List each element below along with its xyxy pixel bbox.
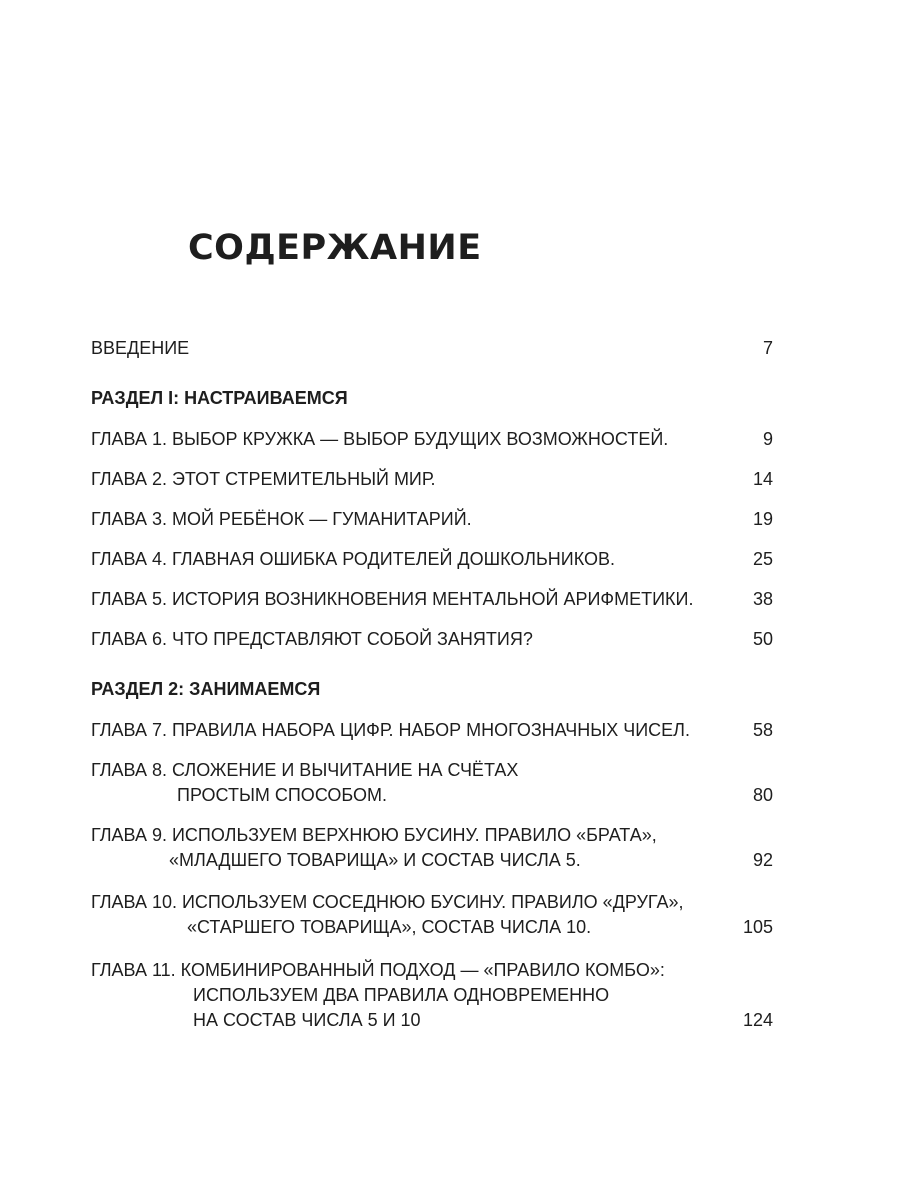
toc-entry-chapter-4 [91,547,773,572]
toc-entry-label: ГЛАВА 7. ПРАВИЛА НАБОРА ЦИФР. НАБОР МНОГОЗНАЧНЫХ ЧИСЕЛ. [91,720,690,740]
toc-entry-label: ГЛАВА 3. МОЙ РЕБЁНОК — ГУМАНИТАРИЙ. [91,509,472,529]
toc-entry-label-continued: «СТАРШЕГО ТОВАРИЩА», СОСТАВ ЧИСЛА 10. [187,917,592,937]
toc-entry-chapter-8 [91,758,773,808]
toc-page-number: 25 [752,549,773,569]
toc-entry-label-continued: «МЛАДШЕГО ТОВАРИЩА» И СОСТАВ ЧИСЛА 5. [169,850,581,870]
toc-page-number: 19 [752,509,773,529]
toc-entry-chapter-6 [91,627,773,652]
toc-page-number: 80 [752,785,773,805]
toc-page-number: 50 [752,629,773,649]
section-heading-1: РАЗДЕЛ I: НАСТРАИВАЕМСЯ [91,388,348,408]
toc-page-number: 38 [752,589,773,609]
toc-entry-label-continued: ПРОСТЫМ СПОСОБОМ. [177,785,388,805]
toc-entry-label: ГЛАВА 1. ВЫБОР КРУЖКА — ВЫБОР БУДУЩИХ ВОЗМОЖНОСТЕЙ. [91,429,669,449]
toc-entry-label: ГЛАВА 4. ГЛАВНАЯ ОШИБКА РОДИТЕЛЕЙ ДОШКОЛЬНИКОВ. [91,549,616,569]
toc-entry-chapter-2 [91,467,773,492]
toc-entry-label: ГЛАВА 5. ИСТОРИЯ ВОЗНИКНОВЕНИЯ МЕНТАЛЬНОЙ АРИФМЕТИКИ. [91,589,694,609]
toc-page-number: 14 [752,469,773,489]
toc-entry-chapter-5 [91,587,773,612]
toc-entry-label: ГЛАВА 11. КОМБИНИРОВАННЫЙ ПОДХОД — «ПРАВИЛО КОМБО»: [91,960,665,980]
toc-page-number: 124 [742,1010,773,1030]
toc-entry-label-continued: ИСПОЛЬЗУЕМ ДВА ПРАВИЛА ОДНОВРЕМЕННО [193,985,610,1005]
toc-page-number: 7 [762,338,773,358]
toc-entry-chapter-10 [91,890,773,940]
toc-entry-label: ГЛАВА 9. ИСПОЛЬЗУЕМ ВЕРХНЮЮ БУСИНУ. ПРАВИЛО «БРАТА», [91,825,657,845]
toc-entry-label-continued: НА СОСТАВ ЧИСЛА 5 И 10 [193,1010,421,1030]
toc-page-number: 105 [742,917,773,937]
toc-entry-label: ВВЕДЕНИЕ [91,338,190,358]
page-title: СОДЕРЖАНИЕ [188,228,482,268]
toc-entry-label: ГЛАВА 2. ЭТОТ СТРЕМИТЕЛЬНЫЙ МИР. [91,469,436,489]
toc-entry-chapter-11 [91,958,773,1033]
toc-page-number: 9 [762,429,773,449]
toc-entry-chapter-1 [91,427,773,452]
section-heading-2: РАЗДЕЛ 2: ЗАНИМАЕМСЯ [91,679,321,699]
toc-entry-chapter-9 [91,823,773,873]
toc-page-number: 92 [752,850,773,870]
toc-entry-chapter-3 [91,507,773,532]
toc-entry-label: ГЛАВА 10. ИСПОЛЬЗУЕМ СОСЕДНЮЮ БУСИНУ. ПРАВИЛО «ДРУГА», [91,892,684,912]
toc-page-number: 58 [752,720,773,740]
toc-entry-introduction [91,336,773,361]
toc-entry-label: ГЛАВА 6. ЧТО ПРЕДСТАВЛЯЮТ СОБОЙ ЗАНЯТИЯ? [91,629,533,649]
toc-entry-label: ГЛАВА 8. СЛОЖЕНИЕ И ВЫЧИТАНИЕ НА СЧЁТАХ [91,760,519,780]
toc-entry-chapter-7 [91,718,773,743]
